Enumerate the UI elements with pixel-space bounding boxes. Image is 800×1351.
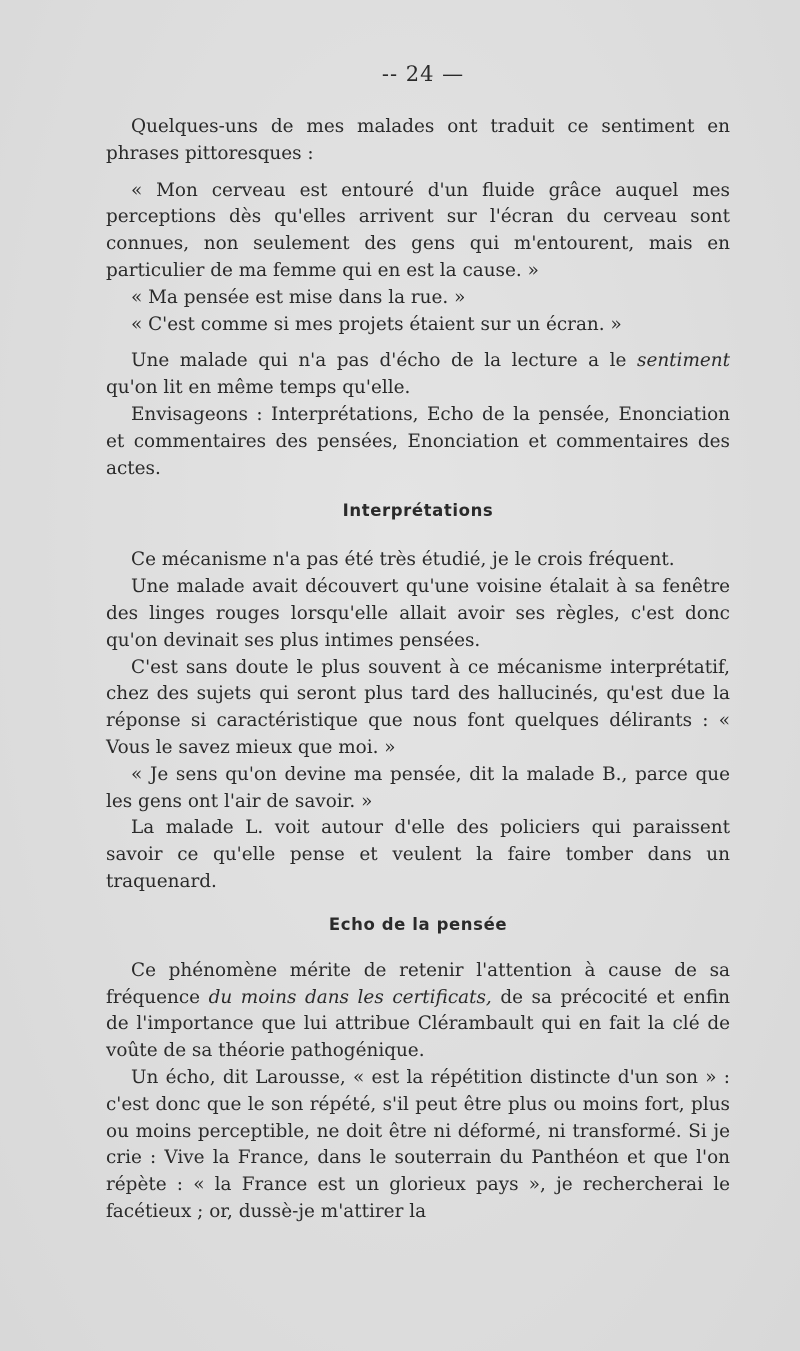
quote-paragraph: « Ma pensée est mise dans la rue. » <box>131 286 466 308</box>
paragraph: Ce mécanisme n'a pas été très étudié, je le crois fréquent. <box>131 549 675 571</box>
paragraph: Quelques-uns de mes malades ont traduit ce sentiment en phrases pittoresques : <box>106 116 730 164</box>
quote-paragraph: « Je sens qu'on devine ma pensée, dit la malade B., parce que les gens ont l'air de savoir. » <box>106 763 730 812</box>
italic-text: sentiment <box>637 350 730 372</box>
paragraph-malade <box>106 348 730 402</box>
paragraph: La malade L. voit autour d'elle des policiers qui paraissent savoir ce qu'elle pense et veulent la faire tomber dans un traquenard. <box>106 817 730 892</box>
text-span: de sa précocité et enfin de l'importance que lui attribue Clérambault qui en fait la clé de voûte de sa théorie pathogénique. <box>106 986 730 1062</box>
section-heading-interpretations: Interprétations <box>342 501 494 521</box>
paragraph: Envisageons : Interprétations, Echo de la pensée, Enonciation et commentaires des pensées, Enonciation et commentaires des actes. <box>106 403 730 479</box>
text-span: Ce phénomène mérite de retenir l'attention à cause de sa fréquence <box>106 959 730 1008</box>
text-span: Une malade qui n'a pas d'écho de la lecture a le <box>131 350 637 372</box>
italic-text: du moins dans les certificats, <box>208 986 492 1008</box>
section-heading-echo: Echo de la pensée <box>328 914 508 934</box>
paragraph: C'est sans doute le plus souvent à ce mécanisme interprétatif, chez des sujets qui seront plus tard des hallucinés, qu'est due la réponse si caractéristique que nous font quelques délirants : « Vous le savez mieux que moi. » <box>106 656 730 758</box>
quote-paragraph: « Mon cerveau est entouré d'un fluide grâce auquel mes perceptions dès qu'elles arrivent sur l'écran du cerveau sont connues, non seulement des gens qui m'entourent, mais en particulier de ma femme qui en est la cause. » <box>106 179 730 281</box>
paragraph-echo-1 <box>106 958 730 1065</box>
paragraph: Un écho, dit Larousse, « est la répétition distincte d'un son » : c'est donc que le son répété, s'il peut être plus ou moins fort, plus ou moins perceptible, ne doit être ni déformé, ni transformé. Si je crie : Vive la France, dans le souterrain du Panthéon et que l'on répète : « la France est un glorieux pays », je rechercherai le facétieux ; or, dussè-je m'attirer la <box>106 1066 730 1222</box>
page-number: -- 24 — <box>381 62 465 86</box>
paragraph: Une malade avait découvert qu'une voisine étalait à sa fenêtre des linges rouges lorsqu'elle allait avoir ses règles, c'est donc qu'on devinait ses plus intimes pensées. <box>106 576 730 651</box>
quote-paragraph: « C'est comme si mes projets étaient sur un écran. » <box>131 313 622 335</box>
text-span: qu'on lit en même temps qu'elle. <box>106 377 411 399</box>
